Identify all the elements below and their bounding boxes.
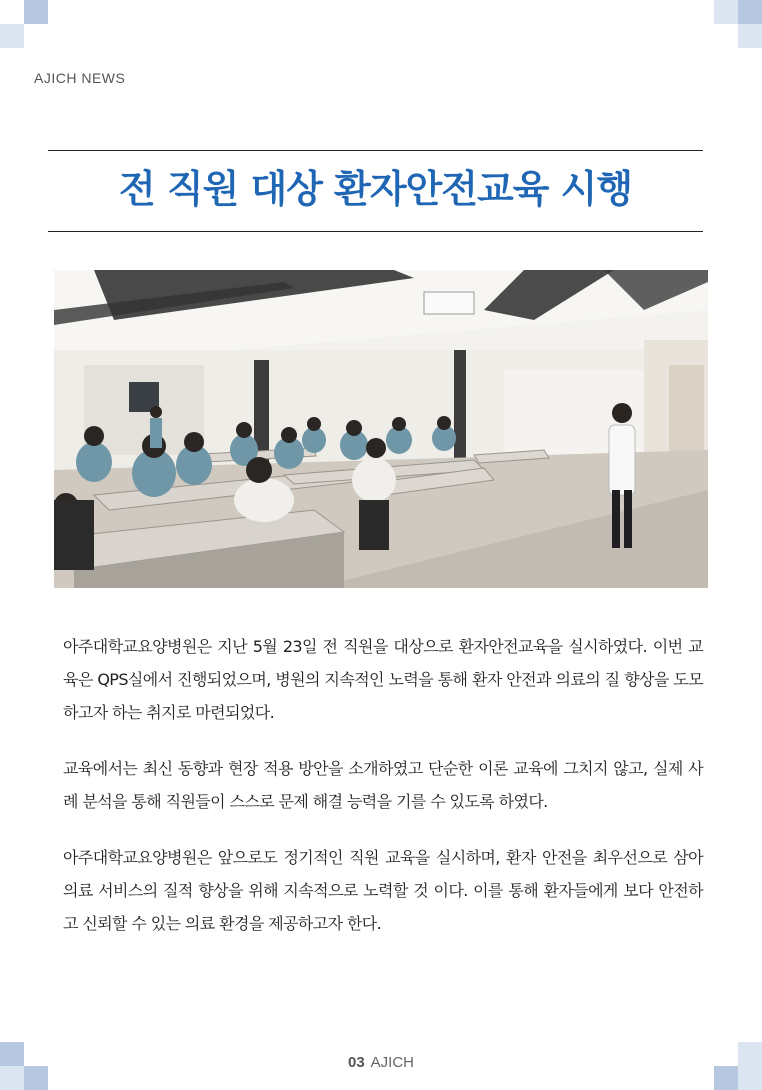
page-number: 03 bbox=[347, 1054, 365, 1071]
article-paragraph: 교육에서는 최신 동향과 현장 적용 방안을 소개하였고 단순한 이론 교육에 그치지 않고, 실제 사례 분석을 통해 직원들이 스스로 문제 해결 능력을 기를 수 있도록 하였다. bbox=[63, 759, 703, 811]
corner-decoration-top-left bbox=[0, 0, 48, 48]
article-paragraph: 아주대학교요양병원은 앞으로도 정기적인 직원 교육을 실시하며, 환자 안전을 최우선으로 삼아 의료 서비스의 질적 향상을 위해 지속적으로 노력할 것 이다. 이를 통해 환자들에게 보다 안전하고 신뢰할 수 있는 의료 환경을 제공하고자 한다. bbox=[63, 848, 703, 933]
title-rule-bottom bbox=[48, 231, 703, 232]
article-paragraph: 아주대학교요양병원은 지난 5월 23일 전 직원을 대상으로 환자안전교육을 실시하였다. 이번 교육은 QPS실에서 진행되었으며, 병원의 지속적인 노력을 통해 환자 안전과 의료의 질 향상을 도모하고자 하는 취지로 마련되었다. bbox=[63, 637, 703, 722]
corner-decoration-top-right bbox=[714, 0, 762, 48]
article-title: 전 직원 대상 환자안전교육 시행 bbox=[118, 167, 633, 211]
classroom-illustration bbox=[54, 270, 708, 588]
article-body bbox=[63, 630, 703, 963]
page-footer bbox=[0, 1054, 762, 1071]
title-rule-top bbox=[48, 150, 703, 151]
article-photo bbox=[54, 270, 708, 588]
newsletter-label: AJICH NEWS bbox=[34, 70, 126, 86]
footer-label: AJICH bbox=[370, 1054, 415, 1071]
